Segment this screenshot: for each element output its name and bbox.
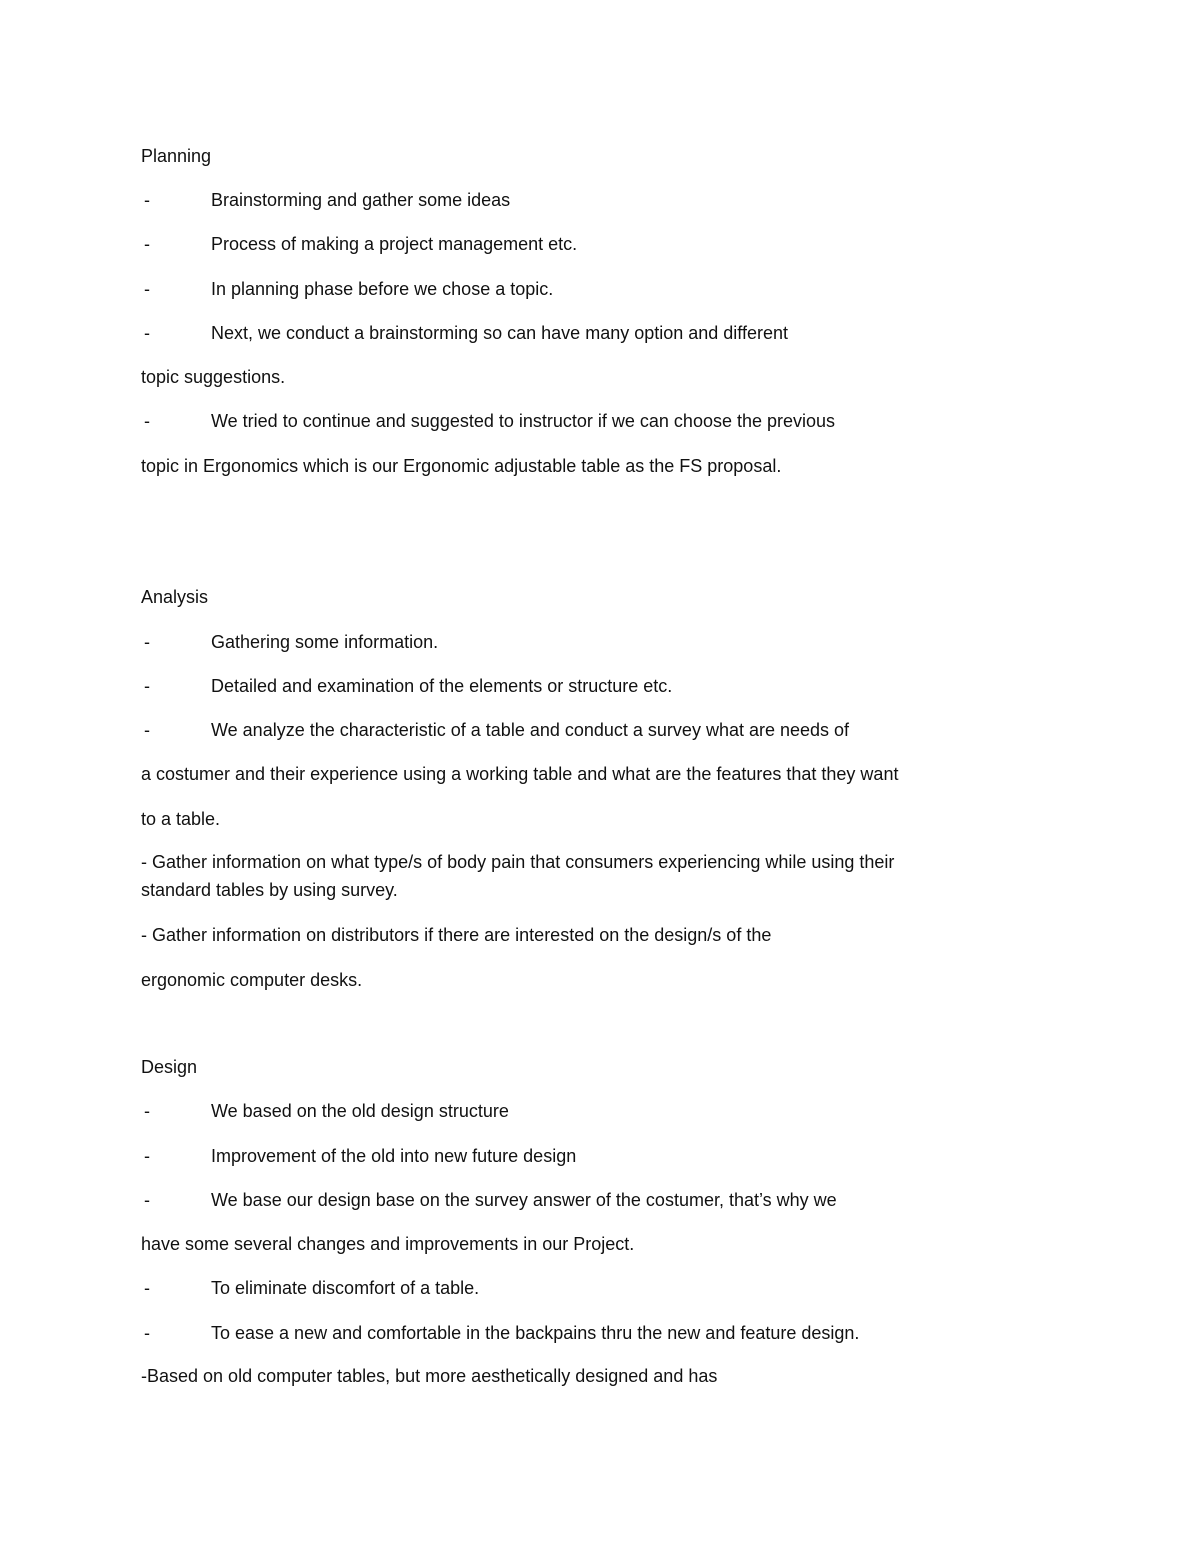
planning-continuation-1: topic suggestions. (141, 367, 286, 387)
analysis-continuation-1: a costumer and their experience using a working table and what are the features that they want (141, 764, 899, 784)
design-continuation-1: have some several changes and improvements in our Project. (141, 1234, 635, 1254)
bullet-dash: - (144, 1190, 150, 1210)
bullet-dash: - (144, 1278, 150, 1298)
section-heading-design: Design (141, 1057, 198, 1077)
design-final-line: -Based on old computer tables, but more aesthetically designed and has (141, 1366, 718, 1386)
bullet-dash: - (144, 323, 150, 343)
bullet-dash: - (144, 632, 150, 652)
bullet-dash: - (144, 676, 150, 696)
analysis-gather-line-1b: standard tables by using survey. (141, 880, 398, 900)
design-bullet-5: To ease a new and comfortable in the backpains thru the new and feature design. (211, 1323, 860, 1343)
analysis-gather-line-2b: ergonomic computer desks. (141, 970, 363, 990)
bullet-dash: - (144, 1101, 150, 1121)
bullet-dash: - (144, 720, 150, 740)
bullet-dash: - (144, 1146, 150, 1166)
design-bullet-4: To eliminate discomfort of a table. (211, 1278, 480, 1298)
bullet-dash: - (144, 190, 150, 210)
analysis-continuation-2: to a table. (141, 809, 221, 829)
design-bullet-2: Improvement of the old into new future design (211, 1146, 577, 1166)
analysis-gather-line-1a: - Gather information on what type/s of body pain that consumers experiencing while using their (141, 852, 895, 872)
bullet-dash: - (144, 1323, 150, 1343)
planning-bullet-5: We tried to continue and suggested to instructor if we can choose the previous (211, 411, 836, 431)
planning-continuation-2: topic in Ergonomics which is our Ergonomic adjustable table as the FS proposal. (141, 456, 782, 476)
analysis-gather-line-2a: - Gather information on distributors if there are interested on the design/s of the (141, 925, 772, 945)
planning-bullet-2: Process of making a project management etc. (211, 234, 578, 254)
design-bullet-1: We based on the old design structure (211, 1101, 509, 1121)
analysis-bullet-1: Gathering some information. (211, 632, 439, 652)
bullet-dash: - (144, 234, 150, 254)
bullet-dash: - (144, 411, 150, 431)
planning-bullet-1: Brainstorming and gather some ideas (211, 190, 511, 210)
bullet-dash: - (144, 279, 150, 299)
planning-bullet-4: Next, we conduct a brainstorming so can have many option and different (211, 323, 789, 343)
section-heading-analysis: Analysis (141, 587, 209, 607)
planning-bullet-3: In planning phase before we chose a topic. (211, 279, 554, 299)
section-heading-planning: Planning (141, 146, 212, 166)
analysis-bullet-2: Detailed and examination of the elements or structure etc. (211, 676, 673, 696)
analysis-bullet-3: We analyze the characteristic of a table and conduct a survey what are needs of (211, 720, 850, 740)
design-bullet-3: We base our design base on the survey answer of the costumer, that’s why we (211, 1190, 837, 1210)
